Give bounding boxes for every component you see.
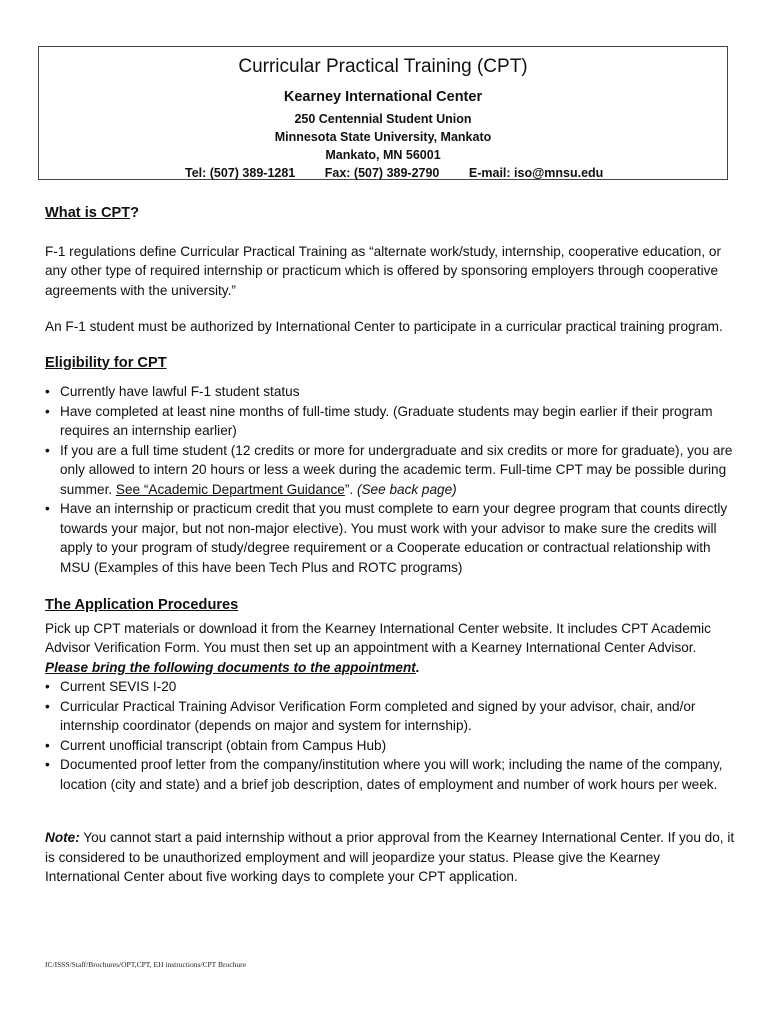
bullet: • bbox=[45, 737, 50, 753]
bring-documents-instruction: Please bring the following documents to the appointment bbox=[45, 659, 416, 675]
contact-row bbox=[185, 166, 603, 180]
list-item: • Have an internship or practicum credit that you must complete to earn your degree program that counts directly towards your major, but not non-major elective). You must work with your advisor to make sure the credits will apply to your program of study/degree requirement or a Cooperate education or contractual relationship with MSU (Examples of this have been Tech Plus and ROTC programs) bbox=[45, 501, 728, 575]
telephone: Tel: (507) 389-1281 bbox=[185, 166, 296, 180]
cpt-authorization-paragraph: An F-1 student must be authorized by International Center to participate in a curricular practical training program. bbox=[45, 319, 723, 334]
list-item: • Current SEVIS I-20 bbox=[45, 677, 735, 697]
address-line-1: 250 Centennial Student Union bbox=[294, 112, 472, 126]
application-heading: The Application Procedures bbox=[45, 597, 239, 613]
bullet: • bbox=[45, 757, 50, 772]
application-documents-list bbox=[45, 677, 735, 794]
what-is-cpt-heading-text: What is CPT bbox=[45, 205, 131, 221]
list-item: • If you are a full time student (12 credits or more for undergraduate and six credits or more for graduate), you are only allowed to intern 20 hours or less a week during the academic term. Full-time CPT may be possible during summer. See “Academic Department Guidance”. (See back page) bbox=[45, 442, 733, 497]
what-is-cpt-heading bbox=[45, 203, 735, 224]
document-title: Curricular Practical Training (CPT) bbox=[238, 56, 528, 77]
main-content bbox=[45, 203, 735, 887]
list-item: • Have completed at least nine months of full-time study. (Graduate students may begin earlier if their program requires an internship earlier) bbox=[45, 403, 713, 438]
address-line-3: Mankato, MN 56001 bbox=[325, 148, 441, 162]
application-intro: Pick up CPT materials or download it from the Kearney International Center website. It includes CPT Academic Advisor Verification Form. You must then set up an appointment with a Kearney International Center Advisor. Please bring the following documents to the appointment. bbox=[45, 620, 711, 675]
bullet: • bbox=[45, 501, 50, 516]
header-box bbox=[38, 46, 728, 180]
list-item: • Currently have lawful F-1 student status bbox=[45, 382, 735, 402]
email: E-mail: iso@mnsu.edu bbox=[468, 166, 604, 180]
list-item: • Current unofficial transcript (obtain from Campus Hub) bbox=[45, 736, 735, 756]
bullet: • bbox=[45, 403, 50, 419]
note-paragraph: Note: You cannot start a paid internship without a prior approval from the Kearney International Center. If you do, it is considered to be unauthorized employment and will jeopardize your status. Please give the Kearney International Center about five working days to complete your CPT application. bbox=[45, 830, 735, 884]
bullet: • bbox=[45, 679, 50, 694]
academic-guidance-link[interactable]: See “Academic Department Guidance bbox=[115, 481, 345, 497]
what-is-cpt-heading-suffix: ? bbox=[130, 205, 140, 221]
fax: Fax: (507) 389-2790 bbox=[324, 166, 440, 180]
organization-name: Kearney International Center bbox=[283, 89, 483, 105]
eligibility-list bbox=[45, 382, 735, 577]
bullet: • bbox=[45, 384, 50, 399]
eligibility-heading: Eligibility for CPT bbox=[45, 354, 167, 371]
see-back-page-note: (See back page) bbox=[356, 481, 457, 497]
footer-path: IC/ISSS/Staff/Brochures/OPT,CPT, EH instructions/CPT Brochure bbox=[45, 960, 246, 969]
bullet: • bbox=[45, 442, 50, 458]
address-line-2: Minnesota State University, Mankato bbox=[274, 130, 492, 144]
list-item: • Documented proof letter from the company/institution where you will work; including the name of the company, location (city and state) and a brief job description, dates of employment and number of work hours per week. bbox=[45, 757, 723, 792]
list-item: • Curricular Practical Training Advisor Verification Form completed and signed by your advisor, chair, and/or internship coordinator (depends on major and system for internship). bbox=[45, 698, 696, 733]
cpt-definition-paragraph: F-1 regulations define Curricular Practical Training as “alternate work/study, internship, cooperative education, or any other type of required internship or practicum which is offered by sponsoring employers through cooperative agreements with the university.” bbox=[45, 243, 721, 298]
bullet: • bbox=[45, 698, 50, 714]
note-label: Note: bbox=[45, 830, 80, 845]
